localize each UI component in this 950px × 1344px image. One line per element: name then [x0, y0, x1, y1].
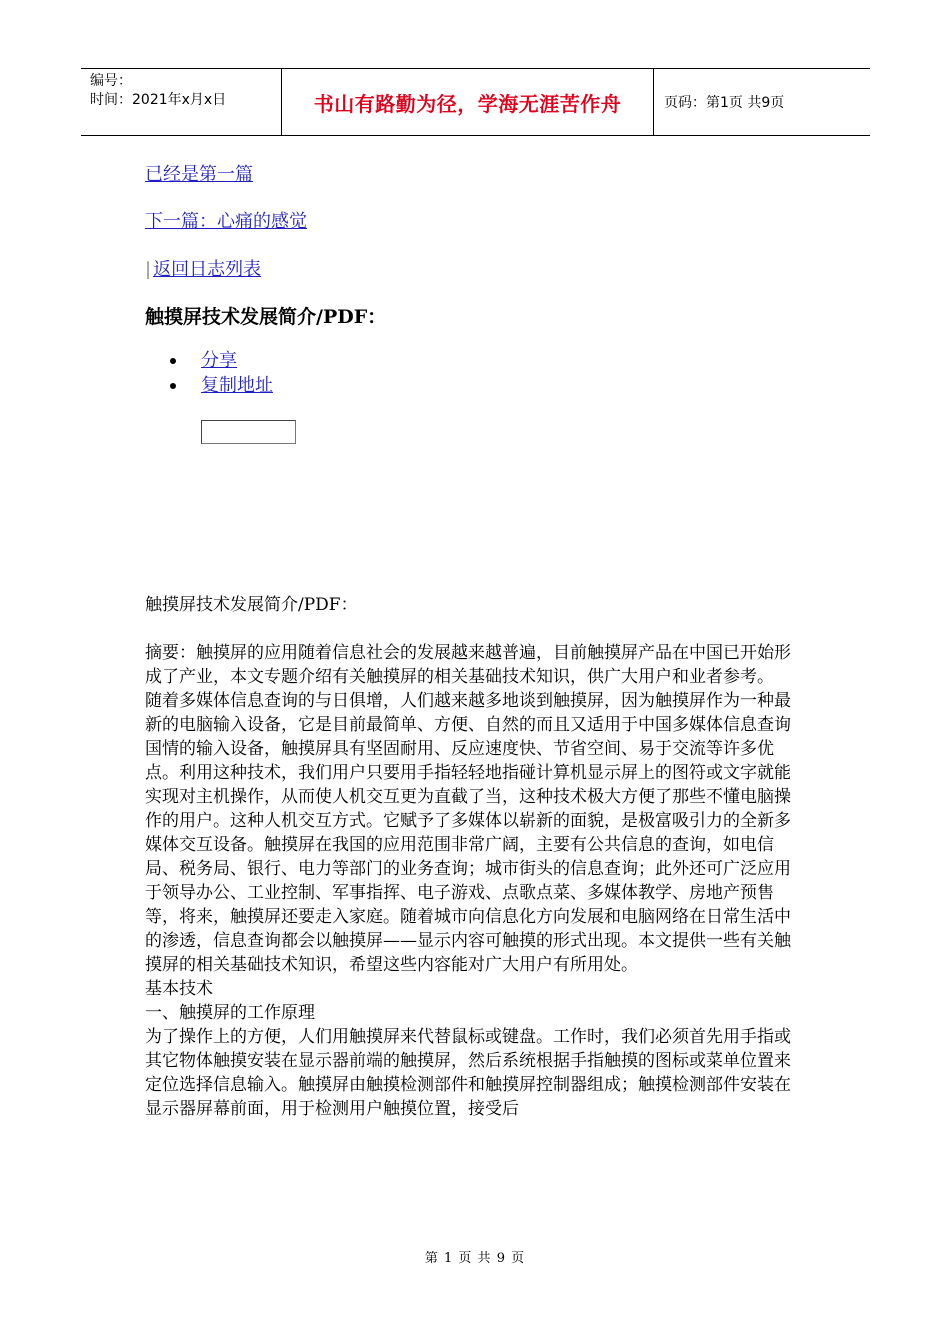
copy-address-link[interactable]: 复制地址: [201, 375, 273, 396]
header-page-label: 页码：第1页 共9页: [664, 95, 785, 111]
date-label: 时间：2021年x月x日: [90, 92, 227, 108]
share-list: [170, 348, 273, 398]
page-footer: 第 1 页 共 9 页: [424, 1251, 526, 1266]
list-item: [170, 373, 273, 398]
section-heading-principle: 一、触摸屏的工作原理: [145, 1003, 315, 1023]
nav-back-row: [145, 255, 261, 281]
first-post-link[interactable]: 已经是第一篇: [145, 164, 253, 185]
document-header: [81, 68, 870, 136]
section-heading-basic: 基本技术: [145, 979, 213, 999]
bullet-icon: [170, 358, 176, 364]
next-post-link[interactable]: 下一篇：心痛的感觉: [145, 211, 307, 232]
abstract-paragraph: 摘要：触摸屏的应用随着信息社会的发展越来越普遍，目前触摸屏产品在中国已开始形成了产业，本文专题介绍有关触摸屏的相关基础技术知识，供广大用户和业者参考。: [145, 643, 791, 687]
header-motto: 书山有路勤为径，学海无涯苦作舟: [282, 69, 654, 135]
back-to-list-link[interactable]: 返回日志列表: [153, 259, 262, 280]
nav-separator: |: [145, 259, 152, 280]
nav-first-row: [145, 160, 253, 186]
address-input[interactable]: [201, 420, 296, 444]
article-title: 触摸屏技术发展简介/PDF：: [145, 306, 387, 328]
principle-paragraph: 为了操作上的方便，人们用触摸屏来代替鼠标或键盘。工作时，我们必须首先用手指或其它物体触摸安装在显示器前端的触摸屏，然后系统根据手指触摸的图标或菜单位置来定位选择信息输入。触摸屏由触摸检测部件和触摸屏控制器组成；触摸检测部件安装在显示器屏幕前面，用于检测用户触摸位置，接受后: [145, 1027, 791, 1119]
nav-next-row: [145, 207, 307, 233]
list-item: [170, 348, 273, 373]
article-body: [145, 593, 800, 1121]
header-meta: [81, 69, 282, 135]
intro-paragraph: 随着多媒体信息查询的与日俱增，人们越来越多地谈到触摸屏，因为触摸屏作为一种最新的电脑输入设备，它是目前最简单、方便、自然的而且又适用于中国多媒体信息查询国情的输入设备，触摸屏具有坚固耐用、反应速度快、节省空间、易于交流等许多优点。利用这种技术，我们用户只要用手指轻轻地指碰计算机显示屏上的图符或文字就能实现对主机操作，从而使人机交互更为直截了当，这种技术极大方便了那些不懂电脑操作的用户。这种人机交互方式。它赋予了多媒体以崭新的面貌，是极富吸引力的全新多媒体交互设备。触摸屏在我国的应用范围非常广阔，主要有公共信息的查询，如电信局、税务局、银行、电力等部门的业务查询；城市街头的信息查询；此外还可广泛应用于领导办公、工业控制、军事指挥、电子游戏、点歌点菜、多媒体教学、房地产预售等，将来，触摸屏还要走入家庭。随着城市向信息化方向发展和电脑网络在日常生活中的渗透，信息查询都会以触摸屏——显示内容可触摸的形式出现。本文提供一些有关触摸屏的相关基础技术知识，希望这些内容能对广大用户有所用处。: [145, 691, 791, 975]
body-subtitle: 触摸屏技术发展简介/PDF：: [145, 595, 358, 615]
share-link[interactable]: 分享: [201, 350, 237, 371]
bullet-icon: [170, 383, 176, 389]
number-label: 编号：: [90, 73, 132, 89]
